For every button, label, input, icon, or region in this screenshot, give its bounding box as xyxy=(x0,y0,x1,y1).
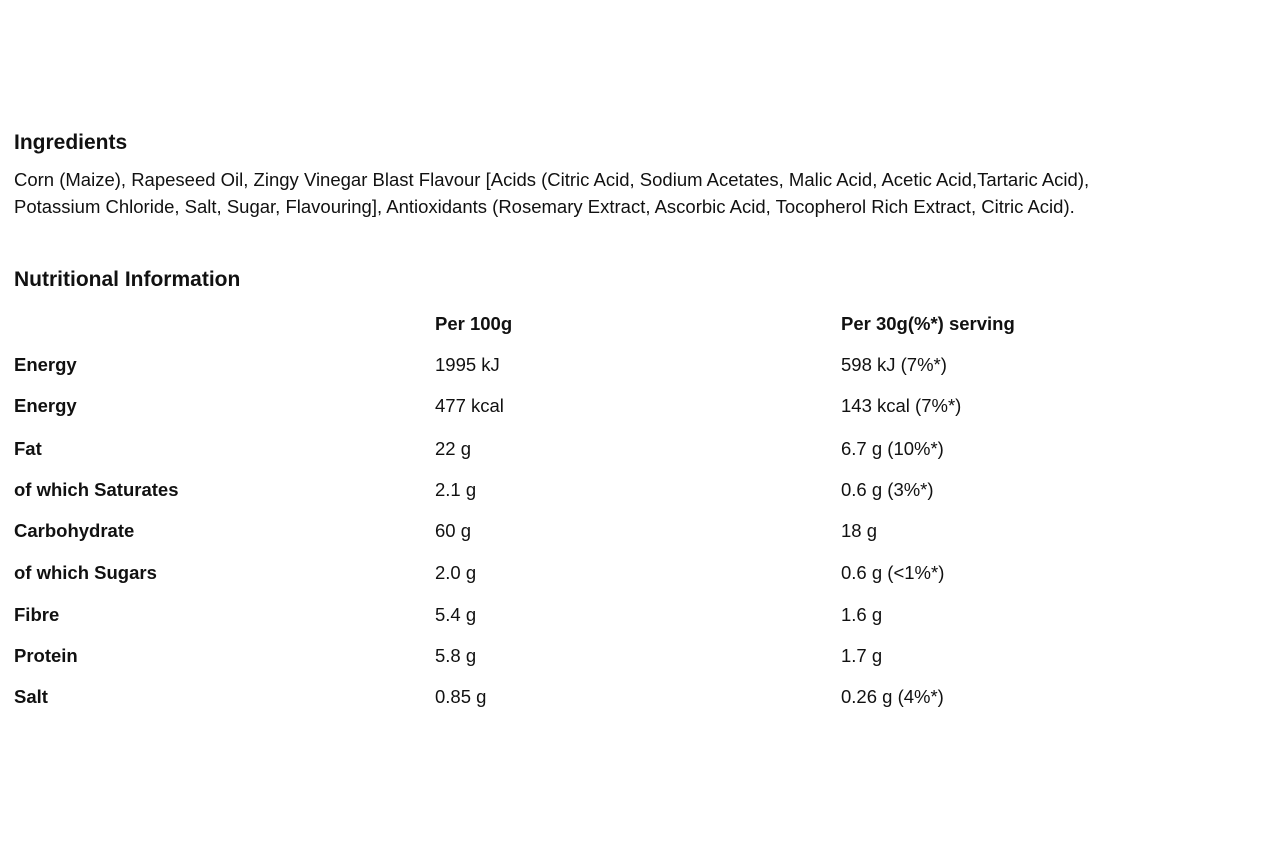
nutrition-table-header xyxy=(0,313,1280,343)
table-row xyxy=(0,604,1280,634)
ingredients-line: Potassium Chloride, Salt, Sugar, Flavouring], Antioxidants (Rosemary Extract, Ascorbic Acid, Tocopherol Rich Extract, Citric Acid). xyxy=(14,196,1075,217)
ingredients-heading: Ingredients xyxy=(14,131,128,154)
per-100g-value: 1995 kJ xyxy=(435,354,500,375)
nutrient-label: Energy xyxy=(14,354,77,375)
per-100g-value: 5.8 g xyxy=(435,645,477,666)
per-100g-value: 477 kcal xyxy=(435,395,504,416)
table-row xyxy=(0,562,1280,592)
nutrient-label: Energy xyxy=(14,395,77,416)
nutrient-label: of which Sugars xyxy=(14,562,157,583)
per-serving-value: 0.6 g (<1%*) xyxy=(841,562,945,583)
per-100g-value: 2.0 g xyxy=(435,562,477,583)
nutrient-label: Carbohydrate xyxy=(14,520,135,541)
table-row xyxy=(0,645,1280,675)
table-row xyxy=(0,479,1280,509)
nutrient-label: Fat xyxy=(14,438,42,459)
nutrient-label: Salt xyxy=(14,686,48,707)
per-serving-value: 0.6 g (3%*) xyxy=(841,479,934,500)
per-serving-value: 6.7 g (10%*) xyxy=(841,438,944,459)
nutrient-label: Fibre xyxy=(14,604,60,625)
table-row xyxy=(0,395,1280,425)
per-serving-value: 598 kJ (7%*) xyxy=(841,354,947,375)
ingredients-line: Corn (Maize), Rapeseed Oil, Zingy Vinegar Blast Flavour [Acids (Citric Acid, Sodium Acetates, Malic Acid, Acetic Acid,Tartaric Acid), xyxy=(14,169,1090,190)
nutrition-heading: Nutritional Information xyxy=(14,268,241,291)
nutrient-label: of which Saturates xyxy=(14,479,179,500)
per-serving-value: 1.7 g xyxy=(841,645,883,666)
per-serving-value: 18 g xyxy=(841,520,878,541)
per-100g-value: 2.1 g xyxy=(435,479,477,500)
column-header-per-100g: Per 100g xyxy=(435,313,513,334)
table-row xyxy=(0,438,1280,468)
ingredients-text xyxy=(14,166,1276,220)
per-serving-value: 143 kcal (7%*) xyxy=(841,395,962,416)
per-100g-value: 60 g xyxy=(435,520,472,541)
per-serving-value: 0.26 g (4%*) xyxy=(841,686,944,707)
per-100g-value: 0.85 g xyxy=(435,686,487,707)
table-row xyxy=(0,686,1280,716)
per-100g-value: 22 g xyxy=(435,438,472,459)
per-serving-value: 1.6 g xyxy=(841,604,883,625)
table-row xyxy=(0,520,1280,550)
table-row xyxy=(0,354,1280,384)
nutrient-label: Protein xyxy=(14,645,78,666)
per-100g-value: 5.4 g xyxy=(435,604,477,625)
column-header-per-serving: Per 30g(%*) serving xyxy=(841,313,1015,334)
